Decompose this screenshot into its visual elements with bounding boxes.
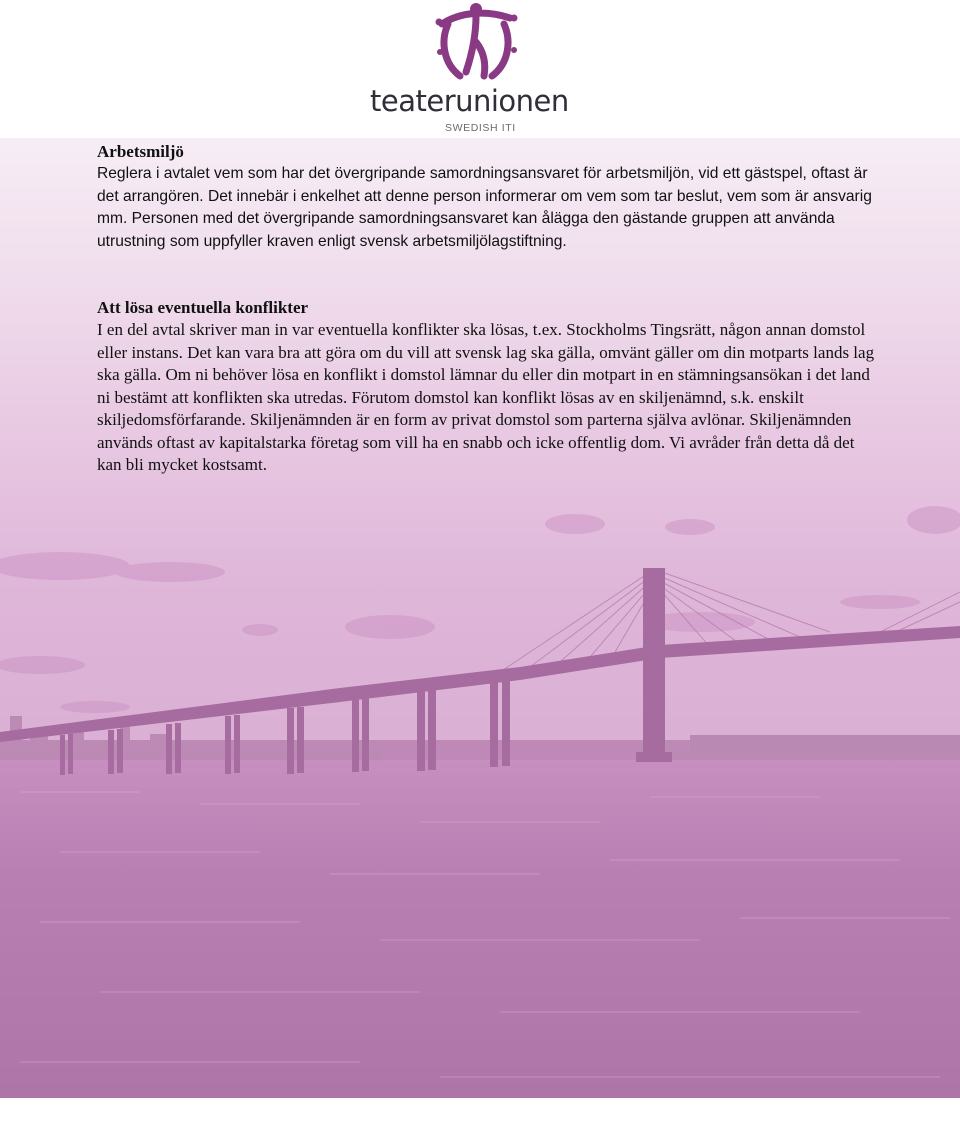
- dancing-figure-logo-icon: [430, 2, 522, 86]
- section-konflikter: [97, 297, 877, 477]
- section-heading: Att lösa eventuella konflikter: [97, 298, 309, 317]
- section-paragraph: Reglera i avtalet vem som har det övergripande samordningsansvaret för arbetsmiljön, vid ett gästspel, oftast är det arrangören. Det innebär i enkelhet att denne person informerar om vem som tar beslut, vem som är ansvarig mm. Personen med det övergripande samordningsansvaret kan ålägga den gästande gruppen att använda utrustning som uppfyller kraven enligt svensk arbetsmiljölagstiftning.: [97, 165, 872, 250]
- page-bottom-margin: [0, 1098, 960, 1131]
- section-paragraph: I en del avtal skriver man in var eventuella konflikter ska lösas, t.ex. Stockholms Tingsrätt, någon annan domstol eller instans. Det kan vara bra att göra om du vill att svensk lag ska gälla, omvänt gäller om din motparts lands lag ska gälla. Om ni behöver lösa en konflikt i domstol lämnar du eller din motpart in en stämningsansökan i det land ni bestämt att konflikten ska utredas. Förutom domstol kan konflikt lösas av en skiljenämnd, s.k. enskilt skiljedomsförfarande. Skiljenämnden är en form av privat domstol som parterna själva avlönar. Skiljenämnden används oftast av kapitalstarka företag som vill ha en snabb och icke offentlig dom. Vi avråder från detta då det kan bli mycket kostsamt.: [97, 320, 875, 474]
- section-arbetsmiljo: [97, 141, 877, 253]
- brand-name: teaterunionen: [370, 84, 569, 118]
- section-heading: Arbetsmiljö: [97, 142, 184, 161]
- page-header: [0, 0, 960, 145]
- document-body: [97, 141, 877, 477]
- brand-subtitle: SWEDISH ITI: [445, 122, 516, 134]
